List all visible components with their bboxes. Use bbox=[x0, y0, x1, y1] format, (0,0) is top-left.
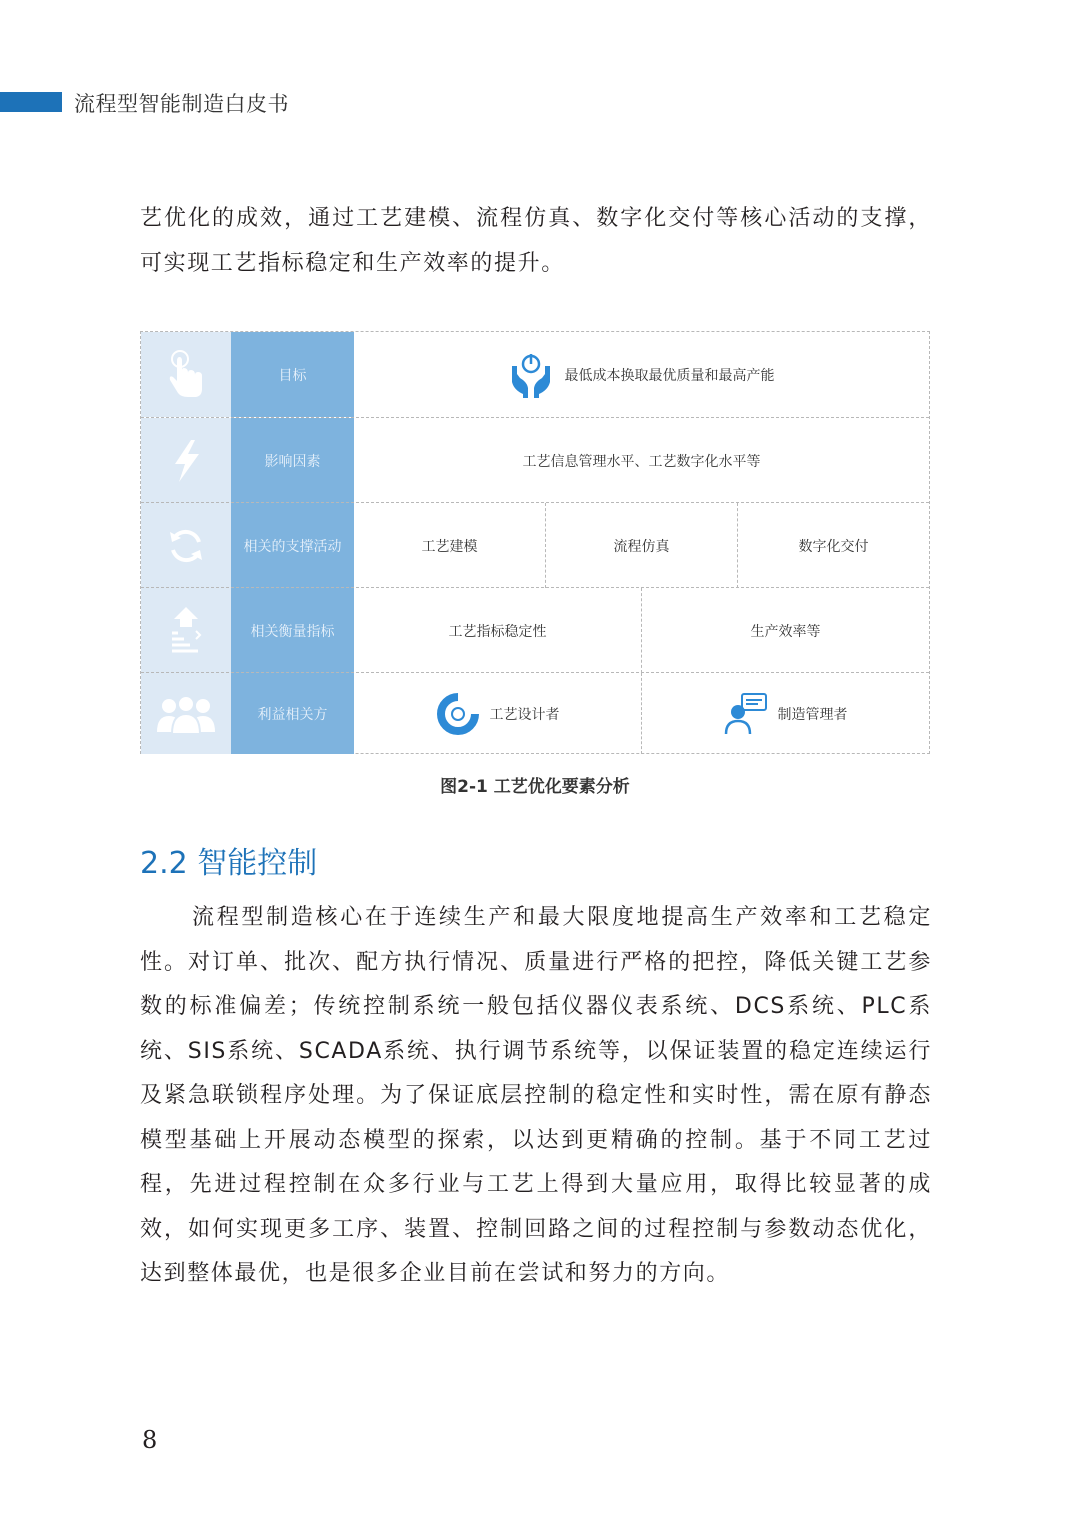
metric-cell: 工艺指标稳定性 bbox=[448, 623, 547, 640]
row-content bbox=[354, 503, 929, 588]
designer-icon bbox=[436, 692, 480, 736]
row-label: 相关的支撑活动 bbox=[231, 503, 354, 588]
figure-row-factors bbox=[141, 417, 929, 503]
factors-cell: 工艺信息管理水平、工艺数字化水平等 bbox=[522, 453, 761, 470]
refresh-icon bbox=[166, 526, 206, 566]
row-content bbox=[354, 332, 929, 417]
figure-row-stakeholders bbox=[141, 672, 929, 754]
page-number: 8 bbox=[142, 1426, 158, 1454]
row-content bbox=[354, 588, 929, 673]
hands-power-icon bbox=[509, 352, 553, 398]
row-icon-cell bbox=[141, 503, 231, 588]
figure-row-activities bbox=[141, 502, 929, 588]
activity-cell: 数字化交付 bbox=[737, 503, 929, 588]
row-icon-cell bbox=[141, 332, 231, 417]
manager-icon bbox=[724, 692, 768, 736]
process-optimization-figure bbox=[140, 331, 930, 754]
hand-pointer-icon bbox=[164, 349, 208, 401]
body-paragraph: 流程型制造核心在于连续生产和最大限度地提高生产效率和工艺稳定性。对订单、批次、配方执行情况、质量进行严格的把控，降低关键工艺参数的标准偏差；传统控制系统一般包括仪器仪表系统、DCS系统、PLC系统、SIS系统、SCADA系统、执行调节系统等，以保证装置的稳定连续运行及紧急联锁程序处理。为了保证底层控制的稳定性和实时性，需在原有静态模型基础上开展动态模型的探索，以达到更精确的控制。基于不同工艺过程，先进过程控制在众多行业与工艺上得到大量应用，取得比较显著的成效，如何实现更多工序、装置、控制回路之间的过程控制与参数动态优化，达到整体最优，也是很多企业目前在尝试和努力的方向。 bbox=[140, 905, 932, 1286]
row-label: 相关衡量指标 bbox=[231, 588, 354, 673]
row-icon-cell bbox=[141, 673, 231, 754]
manager-label: 制造管理者 bbox=[777, 706, 848, 723]
figure-row-metrics bbox=[141, 587, 929, 673]
row-label: 影响因素 bbox=[231, 418, 354, 503]
chart-arrow-icon bbox=[168, 605, 204, 657]
activity-cell: 工艺建模 bbox=[421, 538, 478, 555]
goal-text: 最低成本换取最优质量和最高产能 bbox=[564, 367, 775, 384]
row-label: 目标 bbox=[231, 332, 354, 417]
intro-paragraph: 艺优化的成效，通过工艺建模、流程仿真、数字化交付等核心活动的支撑，可实现工艺指标稳定和生产效率的提升。 bbox=[140, 206, 932, 276]
row-icon-cell bbox=[141, 418, 231, 503]
designer-label: 工艺设计者 bbox=[489, 706, 560, 723]
figure-row-goal bbox=[141, 332, 929, 417]
stakeholder-cell-designer bbox=[354, 673, 641, 754]
people-icon bbox=[155, 694, 217, 734]
row-content bbox=[354, 673, 929, 754]
stakeholder-cell-manager bbox=[641, 673, 929, 754]
running-header-title: 流程型智能制造白皮书 bbox=[74, 92, 289, 116]
figure-caption: 图2-1 工艺优化要素分析 bbox=[440, 777, 630, 797]
section-heading: 2.2 智能控制 bbox=[140, 846, 318, 881]
metric-cell: 生产效率等 bbox=[641, 588, 929, 673]
goal-cell bbox=[354, 332, 929, 417]
activity-cell: 流程仿真 bbox=[545, 503, 737, 588]
lightning-icon bbox=[169, 438, 203, 484]
header-accent-bar bbox=[0, 92, 62, 112]
row-content bbox=[354, 418, 929, 503]
row-icon-cell bbox=[141, 588, 231, 673]
row-label: 利益相关方 bbox=[231, 673, 354, 754]
